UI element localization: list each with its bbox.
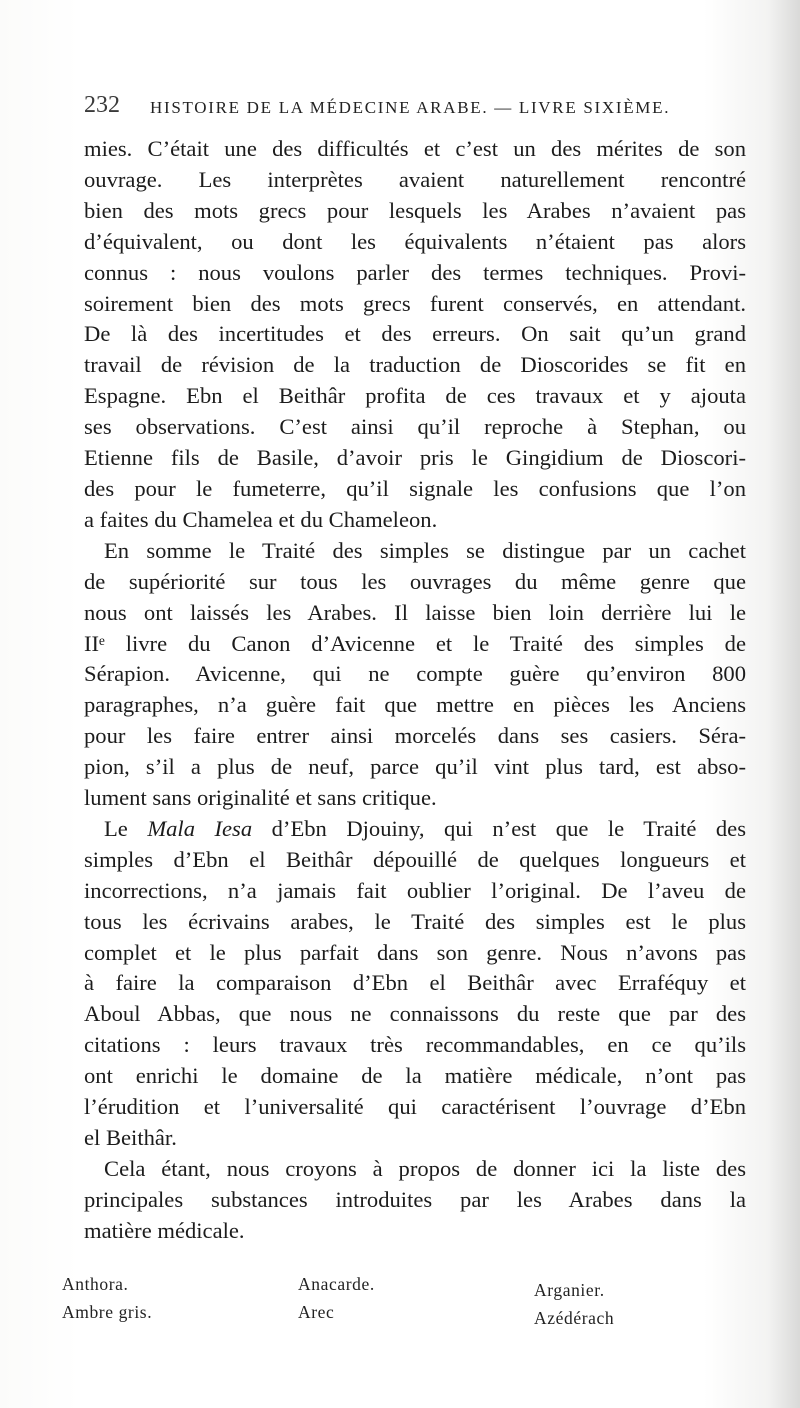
text-line: ouvrage. Les interprètes avaient naturellement rencontré: [84, 166, 746, 192]
text-line: des pour le fumeterre, qu’il signale les confusions que l’on: [84, 475, 746, 501]
text-line: travail de révision de la traduction de Dioscorides se fit en: [84, 352, 746, 378]
line-suffix: d’Ebn Djouiny, qui n’est que le Traité des: [252, 815, 747, 841]
text-line: principales substances introduites par les Arabes dans la: [84, 1186, 746, 1212]
substance-column: [298, 1270, 375, 1326]
text-line: ont enrichi le domaine de la matière médicale, n’ont pas: [84, 1063, 746, 1089]
text-line: d’équivalent, ou dont les équivalents n’étaient pas alors: [84, 228, 746, 254]
paragraph-4: [84, 1154, 746, 1247]
substance-item: Anacarde.: [298, 1274, 375, 1294]
text-line: De là des incertitudes et des erreurs. On sait qu’un grand: [84, 321, 746, 347]
substance-item: Azédérach: [534, 1308, 615, 1328]
text-line: pour les faire entrer ainsi morcelés dans ses casiers. Séra-: [84, 723, 746, 749]
substance-column: [62, 1270, 152, 1326]
text-line: Etienne fils de Basile, d’avoir pris le Gingidium de Dioscori-: [84, 445, 746, 471]
text-line: a faites du Chamelea et du Chameleon.: [84, 506, 438, 532]
italic-title: Mala Iesa: [147, 815, 253, 841]
text-line: el Beithâr.: [84, 1125, 177, 1150]
text-line: paragraphes, n’a guère fait que mettre en pièces les Anciens: [84, 692, 746, 718]
text-line: soirement bien des mots grecs furent conservés, en attendant.: [84, 290, 746, 316]
text-line: simples d’Ebn el Beithâr dépouillé de quelques longueurs et: [84, 846, 746, 872]
substance-item: Arec: [298, 1302, 335, 1322]
body-text: [84, 134, 746, 1247]
text-line: Sérapion. Avicenne, qui ne compte guère qu’environ 800: [84, 661, 746, 687]
substance-list: [62, 1270, 752, 1340]
text-line: citations : leurs travaux très recommandables, en ce qu’ils: [84, 1032, 746, 1058]
text-line: Cela étant, nous croyons à propos de donner ici la liste des: [104, 1155, 746, 1181]
text-line: connus : nous voulons parler des termes techniques. Provi-: [84, 259, 746, 285]
text-line: lument sans originalité et sans critique.: [84, 785, 437, 811]
page-number: 232: [84, 92, 120, 118]
text-line: nous ont laissés les Arabes. Il laisse bien loin derrière lui le: [84, 599, 746, 625]
text-line: En somme le Traité des simples se distingue par un cachet: [104, 537, 746, 563]
paragraph-1: [84, 134, 746, 536]
text-line: Aboul Abbas, que nous ne connaissons du reste que par des: [84, 1001, 746, 1027]
text-line: ses observations. C’est ainsi qu’il reproche à Stephan, ou: [84, 414, 746, 440]
substance-item: Anthora.: [62, 1274, 129, 1294]
paragraph-2: [84, 536, 746, 814]
substance-item: Ambre gris.: [62, 1302, 153, 1322]
text-line: pion, s’il a plus de neuf, parce qu’il vint plus tard, est abso-: [84, 754, 746, 780]
text-line: bien des mots grecs pour lesquels les Arabes n’avaient pas: [84, 197, 746, 223]
running-title: HISTOIRE DE LA MÉDECINE ARABE. — LIVRE SIXIÈME.: [150, 98, 671, 117]
text-line: de supériorité sur tous les ouvrages du même genre que: [84, 568, 746, 594]
substance-item: Arganier.: [534, 1280, 605, 1300]
page-header: [84, 92, 774, 126]
line-prefix: Le: [104, 815, 148, 841]
text-line: complet et le plus parfait dans son genre. Nous n’avons pas: [84, 939, 746, 965]
text-line: IIᵉ livre du Canon d’Avicenne et le Traité des simples de: [84, 630, 746, 656]
text-line: mies. C’était une des difficultés et c’est un des mérites de son: [84, 136, 746, 161]
text-line: l’érudition et l’universalité qui caractérisent l’ouvrage d’Ebn: [84, 1094, 746, 1120]
text-line: Espagne. Ebn el Beithâr profita de ces travaux et y ajouta: [84, 383, 746, 409]
substance-column: [534, 1276, 614, 1332]
text-line: matière médicale.: [84, 1217, 245, 1243]
paragraph-3: [84, 814, 746, 1154]
text-line: incorrections, n’a jamais fait oublier l’original. De l’aveu de: [84, 877, 746, 903]
text-line-with-italic: [84, 814, 746, 845]
text-line: tous les écrivains arabes, le Traité des simples est le plus: [84, 908, 746, 934]
text-line: à faire la comparaison d’Ebn el Beithâr avec Erraféquy et: [84, 970, 746, 996]
